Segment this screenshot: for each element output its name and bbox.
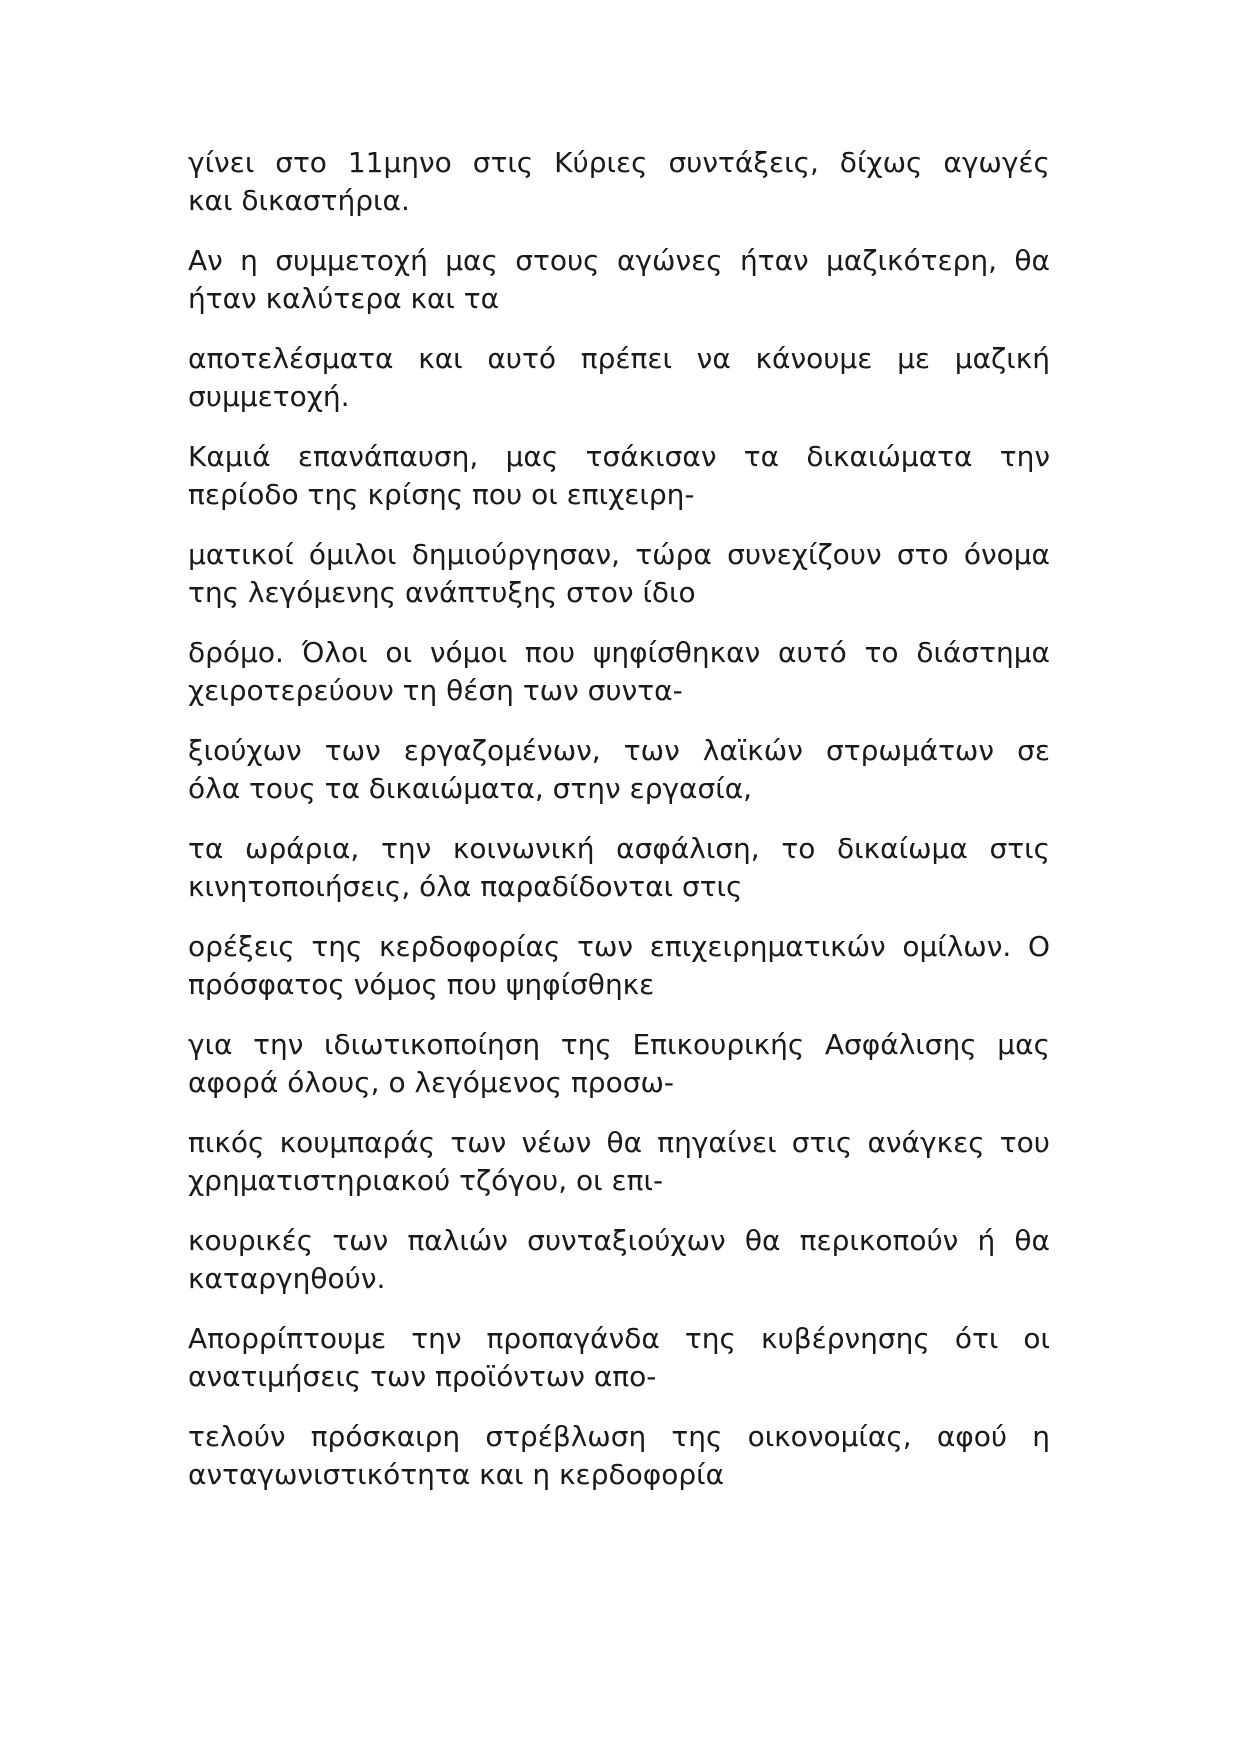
paragraph bbox=[188, 928, 1050, 1004]
text-line: αποτελέσματα και αυτό πρέπει να κάνουμε με μαζική bbox=[188, 342, 1050, 375]
paragraph bbox=[188, 634, 1050, 710]
text-line: χειροτερεύουν τη θέση των συντα- bbox=[188, 674, 683, 707]
paragraph bbox=[188, 1222, 1050, 1298]
paragraph bbox=[188, 1026, 1050, 1102]
text-line: χρηματιστηριακού τζόγου, οι επι- bbox=[188, 1164, 664, 1197]
text-line: ήταν καλύτερα και τα bbox=[188, 282, 500, 315]
text-line: γίνει στο 11μηνο στις Κύριες συντάξεις, δίχως αγωγές bbox=[188, 146, 1050, 179]
text-line: ξιούχων των εργαζομένων, των λαϊκών στρωμάτων σε bbox=[188, 734, 1050, 767]
text-line: τα ωράρια, την κοινωνική ασφάλιση, το δικαίωμα στις bbox=[188, 832, 1050, 865]
text-line: περίοδο της κρίσης που οι επιχειρη- bbox=[188, 478, 695, 511]
text-line: για την ιδιωτικοποίηση της Επικουρικής Ασφάλισης μας bbox=[188, 1028, 1050, 1061]
text-line: Απορρίπτουμε την προπαγάνδα της κυβέρνησης ότι οι bbox=[188, 1322, 1050, 1355]
text-line: ορέξεις της κερδοφορίας των επιχειρηματικών ομίλων. Ο bbox=[188, 930, 1050, 963]
text-line: καταργηθούν. bbox=[188, 1262, 386, 1295]
text-line: αφορά όλους, ο λεγόμενος προσω- bbox=[188, 1066, 675, 1099]
paragraph bbox=[188, 340, 1050, 416]
text-line: Αν η συμμετοχή μας στους αγώνες ήταν μαζικότερη, θα bbox=[188, 244, 1050, 277]
text-line: ανταγωνιστικότητα και η κερδοφορία bbox=[188, 1458, 725, 1491]
paragraph bbox=[188, 1124, 1050, 1200]
text-line: Καμιά επανάπαυση, μας τσάκισαν τα δικαιώματα την bbox=[188, 440, 1050, 473]
paragraph bbox=[188, 830, 1050, 906]
text-line: ματικοί όμιλοι δημιούργησαν, τώρα συνεχίζουν στο όνομα bbox=[188, 538, 1050, 571]
text-line: και δικαστήρια. bbox=[188, 184, 410, 217]
paragraph bbox=[188, 536, 1050, 612]
text-line: κινητοποιήσεις, όλα παραδίδονται στις bbox=[188, 870, 743, 903]
paragraph bbox=[188, 1418, 1050, 1494]
text-line: συμμετοχή. bbox=[188, 380, 350, 413]
text-line: όλα τους τα δικαιώματα, στην εργασία, bbox=[188, 772, 753, 805]
text-line: κουρικές των παλιών συνταξιούχων θα περικοπούν ή θα bbox=[188, 1224, 1050, 1257]
paragraph bbox=[188, 1320, 1050, 1396]
paragraph bbox=[188, 732, 1050, 808]
body-text bbox=[188, 144, 1050, 1516]
text-line: της λεγόμενης ανάπτυξης στον ίδιο bbox=[188, 576, 696, 609]
text-line: δρόμο. Όλοι οι νόμοι που ψηφίσθηκαν αυτό το διάστημα bbox=[188, 636, 1050, 669]
paragraph bbox=[188, 144, 1050, 220]
text-line: πρόσφατος νόμος που ψηφίσθηκε bbox=[188, 968, 655, 1001]
paragraph bbox=[188, 242, 1050, 318]
text-line: ανατιμήσεις των προϊόντων απο- bbox=[188, 1360, 657, 1393]
paragraph bbox=[188, 438, 1050, 514]
text-line: τελούν πρόσκαιρη στρέβλωση της οικονομίας, αφού η bbox=[188, 1420, 1050, 1453]
text-line: πικός κουμπαράς των νέων θα πηγαίνει στις ανάγκες του bbox=[188, 1126, 1050, 1159]
